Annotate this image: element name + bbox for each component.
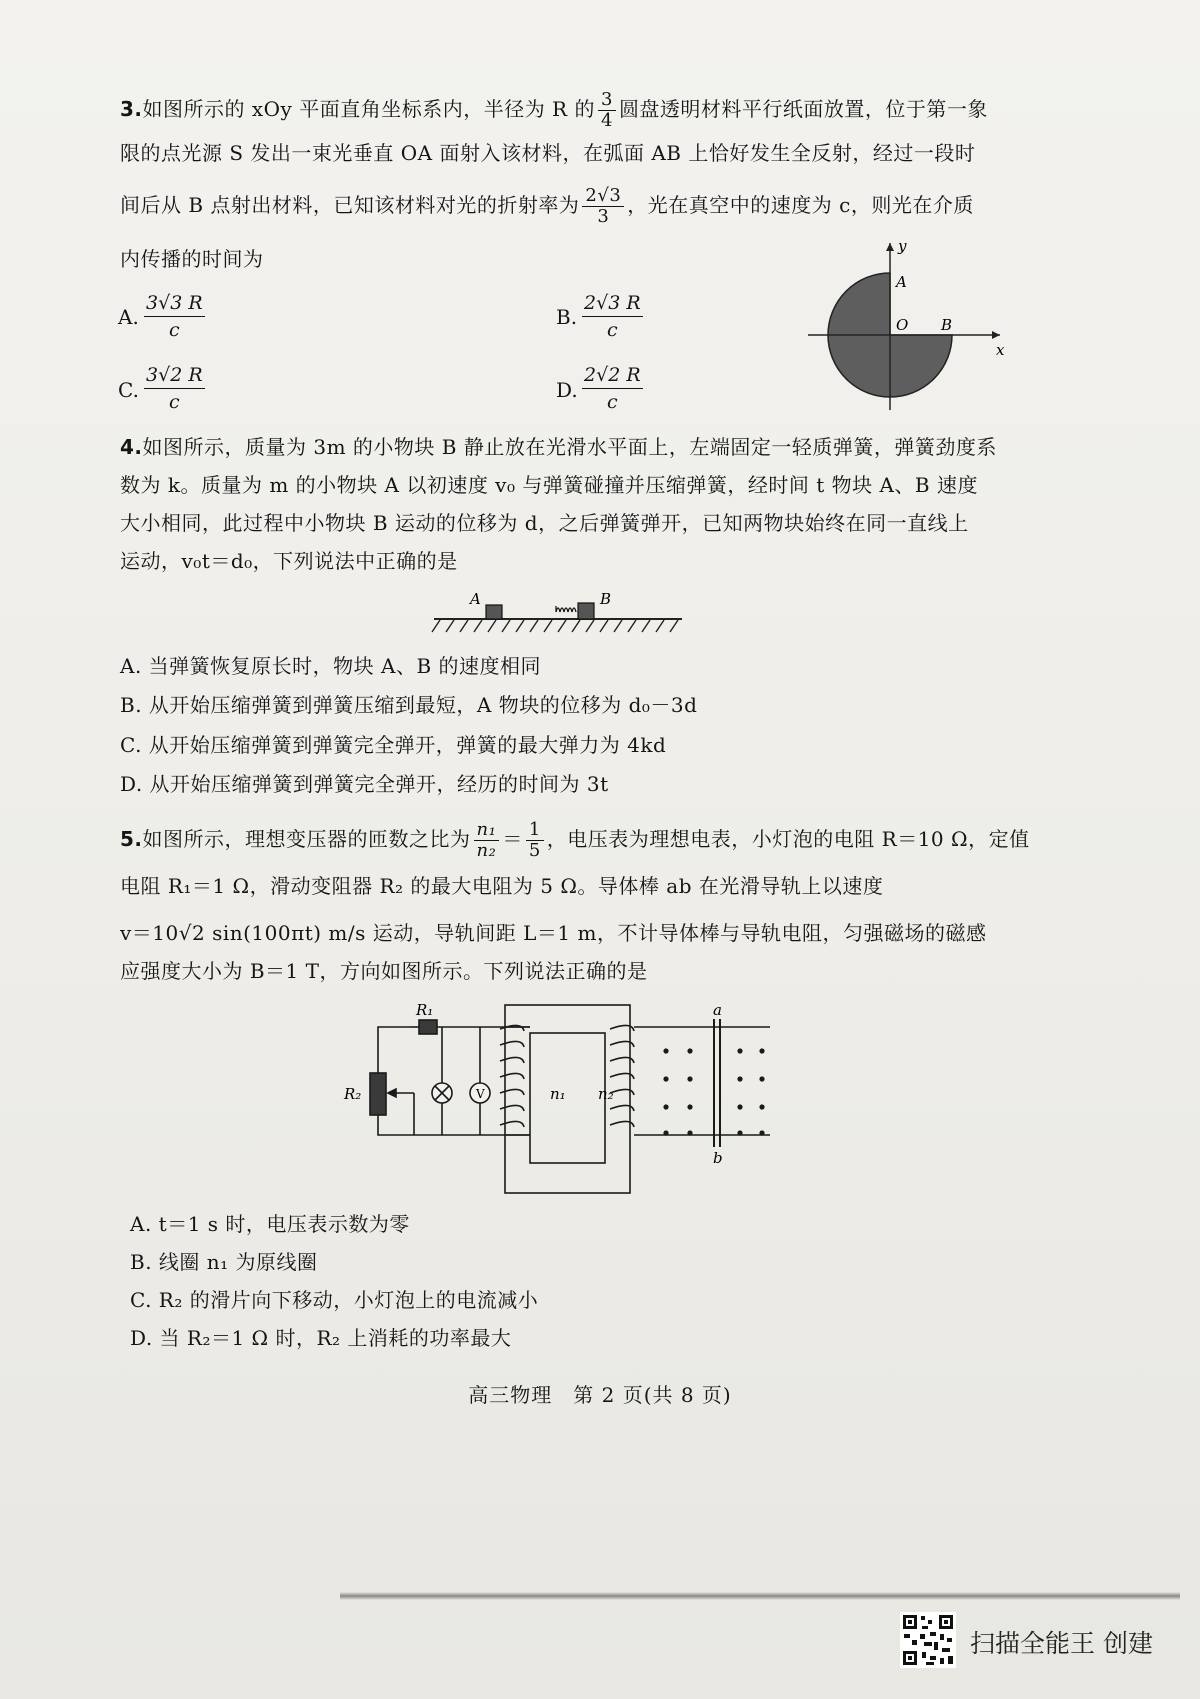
r2-label: R₂ bbox=[344, 1085, 362, 1103]
q3-line-2: 限的点光源 S 发出一束光垂直 OA 面射入该材料，在弧面 AB 上恰好发生全反射，经过一段时 bbox=[120, 141, 976, 165]
q3-option-c-label: C. bbox=[118, 378, 139, 402]
q4-line-2: 数为 k。质量为 m 的小物块 A 以初速度 v₀ 与弹簧碰撞并压缩弹簧，经时间 t 物块 A、B 速度 bbox=[120, 473, 978, 497]
q3-text-1b: 圆盘透明材料平行纸面放置，位于第一象 bbox=[618, 97, 988, 121]
q4-option-c: C. 从开始压缩弹簧到弹簧完全弹开，弹簧的最大弹力为 4kd bbox=[120, 733, 667, 757]
q5-option-b: B. 线圈 n₁ 为原线圈 bbox=[130, 1250, 318, 1274]
q4-option-d: D. 从开始压缩弹簧到弹簧完全弹开，经历的时间为 3t bbox=[120, 772, 609, 796]
x-axis-arrow-icon bbox=[992, 331, 1000, 339]
r1-label: R₁ bbox=[416, 1001, 434, 1019]
y-axis-arrow-icon bbox=[886, 243, 894, 251]
block-a bbox=[486, 605, 502, 619]
q3-option-d-label: D. bbox=[556, 378, 578, 402]
q4-option-a: A. 当弹簧恢复原长时，物块 A、B 的速度相同 bbox=[120, 654, 542, 678]
qr-code-icon bbox=[900, 1612, 956, 1668]
q4-blocks-figure bbox=[430, 586, 690, 636]
scan-edge-shadow bbox=[340, 1592, 1180, 1600]
y-axis-label: y bbox=[898, 237, 907, 255]
voltmeter-icon: V bbox=[476, 1087, 485, 1101]
q5-circuit-figure bbox=[330, 995, 790, 1195]
q5-line-1: 5.如图所示，理想变压器的匝数之比为 $\frac{\text{n₁}}{\text{n₂}}$ ＝ $\frac{1}{5}$ ，电压表为理想电表，小灯泡的电阻 R＝10 Ω，定值 bbox=[120, 819, 1030, 861]
block-a-label: A bbox=[470, 590, 481, 608]
scanner-watermark: 扫描全能王 创建 bbox=[970, 1629, 1153, 1658]
q3-refraction-index: $\frac{2√3}{3}$ bbox=[582, 186, 624, 227]
q5-line-4: 应强度大小为 B＝1 T，方向如图所示。下列说法正确的是 bbox=[120, 959, 648, 983]
q4-line-4: 运动，v₀t＝d₀，下列说法中正确的是 bbox=[120, 549, 458, 573]
q3-disk-figure bbox=[800, 235, 1010, 415]
q3-line-1 bbox=[120, 90, 988, 131]
q4-number: 4. bbox=[120, 435, 143, 459]
q3-option-b: $\frac{2√3 R}{c}$ bbox=[584, 292, 641, 341]
point-a-label: A bbox=[896, 273, 907, 291]
page-footer: 高三物理 第 2 页(共 8 页) bbox=[468, 1383, 732, 1407]
n1-label: n₁ bbox=[550, 1085, 566, 1103]
q4-option-b: B. 从开始压缩弹簧到弹簧压缩到最短，A 物块的位移为 d₀－3d bbox=[120, 693, 698, 717]
q3-line-4: 内传播的时间为 bbox=[120, 247, 264, 271]
spring-icon bbox=[556, 608, 576, 612]
q5-line-2: 电阻 R₁＝1 Ω，滑动变阻器 R₂ 的最大电阻为 5 Ω。导体棒 ab 在光滑导轨上以速度 bbox=[120, 874, 884, 898]
q5-turns-ratio: $\frac{\text{n₁}}{\text{n₂}}$ bbox=[474, 820, 500, 861]
q5-option-c: C. R₂ 的滑片向下移动，小灯泡上的电流减小 bbox=[130, 1288, 539, 1312]
q5-line-3: v＝10√2 sin(100πt) m/s 运动，导轨间距 L＝1 m，不计导体棒与导轨电阻，匀强磁场的磁感 bbox=[120, 921, 987, 945]
q3-text-3b: ，光在真空中的速度为 c，则光在介质 bbox=[627, 193, 974, 217]
n2-label: n₂ bbox=[598, 1085, 614, 1103]
q5-ratio-value: $\frac{1}{5}$ bbox=[526, 820, 544, 861]
q3-line-3 bbox=[120, 186, 974, 227]
q3-option-d: $\frac{2√2 R}{c}$ bbox=[584, 364, 641, 413]
origin-label: O bbox=[896, 316, 909, 334]
rod-end-b-label: b bbox=[713, 1149, 723, 1167]
rod-end-a-label: a bbox=[713, 1001, 722, 1019]
q3-option-a-label: A. bbox=[118, 305, 139, 329]
q3-option-a: $\frac{3√3 R}{c}$ bbox=[146, 292, 203, 341]
q3-text-1a: 如图所示的 xOy 平面直角坐标系内，半径为 R 的 bbox=[142, 97, 595, 121]
x-axis-label: x bbox=[996, 341, 1005, 359]
q5-option-a: A. t＝1 s 时，电压表示数为零 bbox=[130, 1212, 410, 1236]
q3-number: 3. bbox=[120, 97, 143, 121]
q3-text-3a: 间后从 B 点射出材料，已知该材料对光的折射率为 bbox=[120, 193, 580, 217]
block-b bbox=[578, 603, 594, 619]
q4-line-1: 4.如图所示，质量为 3m 的小物块 B 静止放在光滑水平面上，左端固定一轻质弹簧，弹簧劲度系 bbox=[120, 435, 997, 459]
block-b-label: B bbox=[600, 590, 612, 608]
q4-line-3: 大小相同，此过程中小物块 B 运动的位移为 d，之后弹簧弹开，已知两物块始终在同一直线上 bbox=[120, 511, 969, 535]
q5-option-d: D. 当 R₂＝1 Ω 时，R₂ 上消耗的功率最大 bbox=[130, 1326, 512, 1350]
q3-option-b-label: B. bbox=[556, 305, 578, 329]
floor-hatching bbox=[432, 620, 678, 632]
q3-fraction-3-4: $\frac{3}{4}$ bbox=[598, 90, 616, 131]
point-b-label: B bbox=[941, 316, 953, 334]
q3-option-c: $\frac{3√2 R}{c}$ bbox=[146, 364, 203, 413]
q5-number: 5. bbox=[120, 827, 143, 851]
